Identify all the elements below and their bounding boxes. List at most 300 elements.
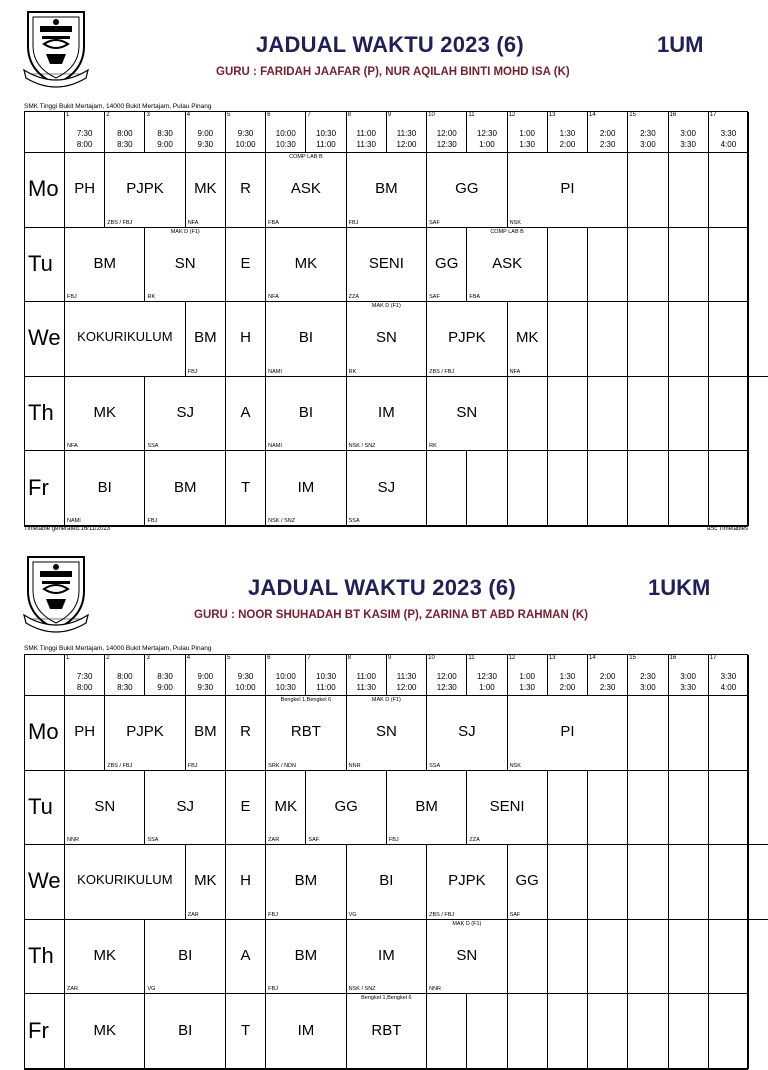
period-number: 8 bbox=[347, 112, 351, 118]
period-number: 5 bbox=[226, 112, 231, 118]
day-label bbox=[25, 920, 65, 995]
subject-code: SN bbox=[456, 947, 478, 965]
subject-code: SN bbox=[375, 723, 397, 741]
empty-slot bbox=[467, 451, 507, 526]
empty-slot bbox=[669, 696, 709, 771]
period-end-time: 9:30 bbox=[197, 683, 214, 692]
lesson-cell[interactable] bbox=[427, 153, 507, 228]
lesson-cell[interactable] bbox=[145, 228, 225, 303]
lesson-cell[interactable] bbox=[226, 302, 266, 377]
day-label bbox=[25, 377, 65, 452]
empty-slot bbox=[669, 994, 709, 1069]
lesson-cell[interactable] bbox=[347, 920, 427, 995]
lesson-cell[interactable] bbox=[65, 302, 186, 377]
empty-slot bbox=[508, 920, 548, 995]
teacher-code: ZBS / FBJ bbox=[429, 911, 455, 918]
day-name: We bbox=[28, 868, 61, 894]
period-number: 10 bbox=[428, 112, 435, 118]
period-end-time: 12:30 bbox=[436, 140, 457, 149]
period-end-time: 10:00 bbox=[235, 683, 256, 692]
lesson-cell[interactable] bbox=[65, 451, 145, 526]
lesson-cell[interactable] bbox=[186, 153, 226, 228]
subject-code: GG bbox=[455, 180, 479, 198]
lesson-cell[interactable] bbox=[65, 228, 145, 303]
day-name: Th bbox=[28, 400, 54, 426]
period-start-time: 7:30 bbox=[76, 129, 93, 138]
lesson-cell[interactable] bbox=[145, 994, 225, 1069]
empty-slot bbox=[508, 451, 548, 526]
lesson-cell[interactable] bbox=[186, 302, 226, 377]
period-start-time: 2:30 bbox=[640, 129, 656, 138]
lesson-cell[interactable] bbox=[226, 228, 266, 303]
empty-slot bbox=[548, 771, 588, 846]
empty-slot bbox=[669, 771, 709, 846]
header-corner bbox=[25, 112, 65, 153]
lesson-cell[interactable] bbox=[427, 920, 507, 995]
lesson-cell[interactable] bbox=[266, 228, 346, 303]
empty-slot bbox=[669, 153, 709, 228]
empty-slot bbox=[548, 994, 588, 1069]
lesson-cell[interactable] bbox=[105, 153, 185, 228]
period-end-time: 9:30 bbox=[197, 140, 214, 149]
teacher-code: NNR bbox=[429, 986, 442, 993]
teacher-code: FBJ bbox=[268, 911, 278, 918]
room-label: MAK D (F1) bbox=[452, 920, 482, 927]
teacher-code: SSA bbox=[147, 837, 159, 844]
period-start-time: 2:00 bbox=[599, 129, 616, 138]
lesson-cell[interactable] bbox=[226, 994, 266, 1069]
empty-slot bbox=[709, 696, 749, 771]
period-start-time: 3:30 bbox=[720, 672, 737, 681]
period-end-time: 9:00 bbox=[157, 683, 173, 692]
period-header bbox=[508, 112, 548, 153]
teacher-code: NSK / SNZ bbox=[268, 517, 296, 524]
lesson-cell[interactable] bbox=[226, 153, 266, 228]
lesson-cell[interactable] bbox=[226, 920, 266, 995]
day-label bbox=[25, 845, 65, 920]
teacher-code: FBJ bbox=[67, 294, 77, 301]
day-name: We bbox=[28, 325, 61, 351]
lesson-cell[interactable] bbox=[467, 228, 547, 303]
subject-code: MK bbox=[274, 797, 298, 815]
teacher-code: RK bbox=[147, 294, 156, 301]
period-end-time: 9:00 bbox=[157, 140, 173, 149]
teacher-code: SAF bbox=[509, 911, 521, 918]
period-end-time: 3:00 bbox=[640, 140, 656, 149]
period-end-time: 4:00 bbox=[720, 683, 737, 692]
teacher-code: ZBS / FBJ bbox=[429, 368, 455, 375]
empty-slot bbox=[588, 920, 628, 995]
empty-slot bbox=[709, 920, 749, 995]
period-number: 17 bbox=[709, 655, 717, 661]
period-end-time: 10:00 bbox=[235, 140, 256, 149]
empty-slot bbox=[548, 845, 588, 920]
teacher-code: FBJ bbox=[187, 368, 198, 375]
period-number: 15 bbox=[629, 655, 636, 661]
period-number: 1 bbox=[66, 112, 70, 118]
subject-code: PI bbox=[560, 180, 575, 198]
period-end-time: 3:00 bbox=[640, 683, 656, 692]
subject-code: MK bbox=[194, 180, 217, 198]
subject-code: H bbox=[240, 872, 251, 890]
day-label bbox=[25, 771, 65, 846]
empty-slot bbox=[709, 153, 749, 228]
period-number: 13 bbox=[548, 112, 556, 118]
subject-code: PI bbox=[560, 723, 575, 741]
lesson-cell[interactable] bbox=[427, 845, 507, 920]
period-end-time: 12:30 bbox=[436, 683, 457, 692]
school-crest-icon bbox=[20, 6, 92, 88]
lesson-cell[interactable] bbox=[226, 771, 266, 846]
lesson-cell[interactable] bbox=[266, 845, 346, 920]
timetable-grid bbox=[24, 111, 748, 527]
subject-code: E bbox=[240, 797, 251, 815]
period-start-time: 2:00 bbox=[599, 672, 616, 681]
empty-slot bbox=[508, 994, 548, 1069]
period-end-time: 10:30 bbox=[275, 683, 296, 692]
period-start-time: 1:30 bbox=[559, 672, 576, 681]
lesson-cell[interactable] bbox=[347, 153, 427, 228]
lesson-cell[interactable] bbox=[65, 696, 105, 771]
period-header bbox=[427, 112, 467, 153]
empty-slot bbox=[427, 994, 467, 1069]
subject-code: PJPK bbox=[448, 329, 486, 347]
empty-slot bbox=[709, 845, 749, 920]
period-end-time: 1:00 bbox=[479, 140, 495, 149]
empty-slot bbox=[709, 302, 749, 377]
teacher-code: RK bbox=[348, 368, 357, 375]
period-header bbox=[186, 655, 226, 696]
period-number: 10 bbox=[428, 655, 435, 661]
period-start-time: 11:30 bbox=[396, 129, 417, 138]
subject-code: BM bbox=[415, 797, 438, 815]
footer-generated: Timetable generated:16/11/2023 bbox=[24, 526, 111, 532]
lesson-cell[interactable] bbox=[65, 377, 145, 452]
period-header bbox=[145, 655, 185, 696]
period-end-time: 11:30 bbox=[356, 140, 376, 149]
period-number: 6 bbox=[267, 112, 271, 118]
period-end-time: 11:00 bbox=[316, 683, 336, 692]
teacher-code: SSA bbox=[147, 443, 159, 450]
period-header bbox=[266, 655, 306, 696]
empty-slot bbox=[588, 377, 628, 452]
day-name: Fr bbox=[28, 1017, 49, 1043]
period-header bbox=[145, 112, 185, 153]
lesson-cell[interactable] bbox=[266, 771, 306, 846]
period-header bbox=[467, 655, 507, 696]
period-end-time: 8:30 bbox=[117, 683, 133, 692]
period-header bbox=[347, 655, 387, 696]
day-label bbox=[25, 228, 65, 303]
subject-code: IM bbox=[297, 1021, 315, 1039]
lesson-cell[interactable] bbox=[145, 771, 225, 846]
teacher-code: RK bbox=[429, 443, 437, 450]
period-start-time: 8:00 bbox=[117, 129, 133, 138]
period-header bbox=[588, 112, 628, 153]
lesson-cell[interactable] bbox=[347, 302, 427, 377]
lesson-cell[interactable] bbox=[65, 994, 145, 1069]
subject-code: E bbox=[240, 254, 251, 272]
lesson-cell[interactable] bbox=[226, 451, 266, 526]
subject-code: BM bbox=[375, 180, 398, 198]
period-start-time: 10:30 bbox=[316, 672, 337, 681]
empty-slot bbox=[669, 302, 709, 377]
period-end-time: 10:30 bbox=[275, 140, 296, 149]
lesson-cell[interactable] bbox=[508, 845, 548, 920]
subject-code: H bbox=[240, 329, 251, 347]
period-header bbox=[628, 655, 668, 696]
lesson-cell[interactable] bbox=[65, 153, 105, 228]
period-number: 2 bbox=[106, 655, 110, 661]
period-end-time: 8:00 bbox=[76, 140, 93, 149]
lesson-cell[interactable] bbox=[347, 377, 427, 452]
period-header bbox=[266, 112, 306, 153]
lesson-cell[interactable] bbox=[65, 771, 145, 846]
teacher-code: ZZA bbox=[348, 294, 360, 301]
lesson-cell[interactable] bbox=[266, 302, 346, 377]
lesson-cell[interactable] bbox=[508, 302, 548, 377]
lesson-cell[interactable] bbox=[347, 845, 427, 920]
lesson-cell[interactable] bbox=[427, 302, 507, 377]
empty-slot bbox=[749, 845, 768, 920]
teacher-code: FBJ bbox=[348, 219, 359, 226]
empty-slot bbox=[588, 451, 628, 526]
room-label: MAK D (F1) bbox=[371, 697, 401, 703]
empty-slot bbox=[628, 153, 668, 228]
period-number: 4 bbox=[186, 655, 191, 661]
day-name: Mo bbox=[28, 719, 59, 745]
period-number: 13 bbox=[548, 655, 556, 661]
empty-slot bbox=[628, 845, 668, 920]
lesson-cell[interactable] bbox=[347, 451, 427, 526]
period-start-time: 10:30 bbox=[316, 129, 337, 138]
lesson-cell[interactable] bbox=[306, 771, 386, 846]
lesson-cell[interactable] bbox=[347, 696, 427, 771]
period-end-time: 8:30 bbox=[117, 140, 133, 149]
day-label bbox=[25, 302, 65, 377]
teacher-code: FBA bbox=[268, 219, 279, 226]
teacher-code: NFA bbox=[67, 443, 78, 450]
lesson-cell[interactable] bbox=[65, 920, 145, 995]
subject-code: IM bbox=[297, 478, 315, 496]
period-start-time: 9:00 bbox=[197, 129, 214, 138]
period-end-time: 2:30 bbox=[599, 683, 616, 692]
period-start-time: 1:00 bbox=[519, 129, 535, 138]
lesson-cell[interactable] bbox=[266, 451, 346, 526]
subject-code: A bbox=[240, 947, 251, 965]
lesson-cell[interactable] bbox=[427, 696, 507, 771]
empty-slot bbox=[548, 920, 588, 995]
school-address: SMK Tinggi Bukit Mertajam, 14000 Bukit Mertajam, Pulau Pinang bbox=[24, 645, 212, 652]
day-name: Th bbox=[28, 943, 54, 969]
period-number: 11 bbox=[468, 112, 475, 118]
lesson-cell[interactable] bbox=[427, 377, 507, 452]
teacher-code: NAMI bbox=[67, 517, 81, 524]
empty-slot bbox=[628, 451, 668, 526]
room-label: Bengkel 1,Bengkel 6 bbox=[280, 697, 332, 703]
lesson-cell[interactable] bbox=[508, 696, 629, 771]
teacher-code: FBJ bbox=[147, 517, 158, 524]
period-header bbox=[226, 112, 266, 153]
teacher-code: FBJ bbox=[187, 762, 198, 769]
teacher-code: ZAR bbox=[187, 911, 199, 918]
period-end-time: 2:00 bbox=[559, 140, 576, 149]
period-start-time: 8:30 bbox=[157, 129, 173, 138]
period-header bbox=[709, 112, 749, 153]
subject-code: SN bbox=[174, 254, 196, 272]
day-label bbox=[25, 994, 65, 1069]
footer-software: aSc Timetables bbox=[706, 526, 748, 532]
empty-slot bbox=[427, 451, 467, 526]
subject-code: KOKURIKULUM bbox=[77, 872, 173, 888]
lesson-cell[interactable] bbox=[186, 696, 226, 771]
teacher-code: ZBS / FBJ bbox=[107, 762, 133, 769]
period-start-time: 2:30 bbox=[640, 672, 656, 681]
lesson-cell[interactable] bbox=[266, 994, 346, 1069]
subject-code: BM bbox=[173, 478, 197, 496]
period-start-time: 9:00 bbox=[197, 672, 214, 681]
empty-slot bbox=[709, 228, 749, 303]
teacher-code: FBJ bbox=[268, 986, 278, 993]
period-end-time: 11:30 bbox=[356, 683, 376, 692]
period-number: 16 bbox=[669, 112, 677, 118]
lesson-cell[interactable] bbox=[508, 153, 629, 228]
empty-slot bbox=[628, 994, 668, 1069]
lesson-cell[interactable] bbox=[467, 771, 547, 846]
period-header bbox=[548, 655, 588, 696]
lesson-cell[interactable] bbox=[427, 228, 467, 303]
lesson-cell[interactable] bbox=[347, 228, 427, 303]
period-number: 16 bbox=[669, 655, 677, 661]
lesson-cell[interactable] bbox=[347, 994, 427, 1069]
subject-code: IM bbox=[378, 404, 395, 422]
teacher-code: NSK / SNZ bbox=[348, 986, 376, 993]
empty-slot bbox=[628, 696, 668, 771]
teacher-code: NAMI bbox=[268, 368, 282, 375]
lesson-cell[interactable] bbox=[226, 845, 266, 920]
lesson-cell[interactable] bbox=[145, 377, 225, 452]
period-start-time: 3:00 bbox=[680, 672, 696, 681]
period-header bbox=[226, 655, 266, 696]
subject-code: T bbox=[240, 1021, 251, 1039]
teacher-code: NAMI bbox=[268, 443, 282, 450]
empty-slot bbox=[588, 994, 628, 1069]
period-start-time: 3:00 bbox=[680, 129, 696, 138]
teacher-code: ZAR bbox=[67, 986, 78, 993]
empty-slot bbox=[628, 302, 668, 377]
period-header bbox=[186, 112, 226, 153]
period-header bbox=[669, 112, 709, 153]
subject-code: PJPK bbox=[448, 872, 486, 890]
period-end-time: 2:00 bbox=[559, 683, 576, 692]
period-header bbox=[387, 655, 427, 696]
teacher-code: NSK bbox=[509, 762, 521, 769]
subject-code: MK bbox=[515, 329, 539, 347]
subject-code: BI bbox=[298, 404, 313, 422]
period-start-time: 11:30 bbox=[396, 672, 417, 681]
period-number: 14 bbox=[589, 112, 596, 118]
period-number: 2 bbox=[106, 112, 110, 118]
empty-slot bbox=[508, 377, 548, 452]
period-header bbox=[387, 112, 427, 153]
empty-slot bbox=[749, 302, 768, 377]
subject-code: SJ bbox=[458, 723, 476, 741]
subject-code: SJ bbox=[176, 404, 194, 422]
day-name: Tu bbox=[28, 250, 53, 276]
period-end-time: 3:30 bbox=[680, 683, 696, 692]
day-name: Mo bbox=[28, 176, 59, 202]
period-start-time: 8:30 bbox=[157, 672, 173, 681]
subject-code: MK bbox=[93, 404, 116, 422]
empty-slot bbox=[709, 377, 749, 452]
period-header bbox=[306, 655, 346, 696]
period-start-time: 11:00 bbox=[356, 129, 376, 138]
subject-code: SENI bbox=[368, 254, 404, 272]
teacher-code: VG bbox=[348, 911, 357, 918]
subject-code: R bbox=[240, 723, 251, 741]
lesson-cell[interactable] bbox=[266, 696, 346, 771]
period-start-time: 9:30 bbox=[237, 672, 254, 681]
period-end-time: 12:00 bbox=[396, 140, 417, 149]
period-end-time: 3:30 bbox=[680, 140, 696, 149]
teacher-code: VG bbox=[147, 986, 156, 993]
lesson-cell[interactable] bbox=[226, 377, 266, 452]
teacher-code: FBA bbox=[469, 294, 481, 301]
period-end-time: 12:00 bbox=[396, 683, 417, 692]
subject-code: SN bbox=[456, 404, 478, 422]
lesson-cell[interactable] bbox=[145, 920, 225, 995]
lesson-cell[interactable] bbox=[226, 696, 266, 771]
lesson-cell[interactable] bbox=[266, 920, 346, 995]
day-label bbox=[25, 696, 65, 771]
teacher-code: NNR bbox=[67, 837, 79, 844]
lesson-cell[interactable] bbox=[105, 696, 185, 771]
subject-code: MK bbox=[93, 1021, 116, 1039]
period-header bbox=[65, 112, 105, 153]
lesson-cell[interactable] bbox=[145, 451, 225, 526]
subject-code: T bbox=[240, 478, 251, 496]
subject-code: GG bbox=[334, 797, 358, 815]
day-name: Tu bbox=[28, 793, 53, 819]
subject-code: A bbox=[240, 404, 251, 422]
room-label: COMP LAB B bbox=[289, 154, 323, 160]
lesson-cell[interactable] bbox=[65, 845, 186, 920]
empty-slot bbox=[588, 845, 628, 920]
period-header bbox=[105, 655, 145, 696]
lesson-cell[interactable] bbox=[266, 377, 346, 452]
subject-code: SENI bbox=[489, 797, 525, 815]
empty-slot bbox=[628, 228, 668, 303]
subject-code: BI bbox=[298, 329, 313, 347]
period-header bbox=[467, 112, 507, 153]
school-address: SMK Tinggi Bukit Mertajam, 14000 Bukit Mertajam, Pulau Pinang bbox=[24, 103, 212, 110]
lesson-cell[interactable] bbox=[266, 153, 346, 228]
subject-code: MK bbox=[93, 947, 116, 965]
empty-slot bbox=[467, 994, 507, 1069]
subject-code: PJPK bbox=[126, 723, 164, 741]
empty-slot bbox=[669, 451, 709, 526]
period-header bbox=[427, 655, 467, 696]
period-number: 11 bbox=[468, 655, 475, 661]
subject-code: BM bbox=[93, 254, 116, 272]
subject-code: BM bbox=[194, 329, 217, 347]
lesson-cell[interactable] bbox=[186, 845, 226, 920]
empty-slot bbox=[669, 228, 709, 303]
empty-slot bbox=[709, 994, 749, 1069]
timetable-sheet bbox=[0, 545, 768, 1043]
lesson-cell[interactable] bbox=[387, 771, 467, 846]
empty-slot bbox=[548, 377, 588, 452]
